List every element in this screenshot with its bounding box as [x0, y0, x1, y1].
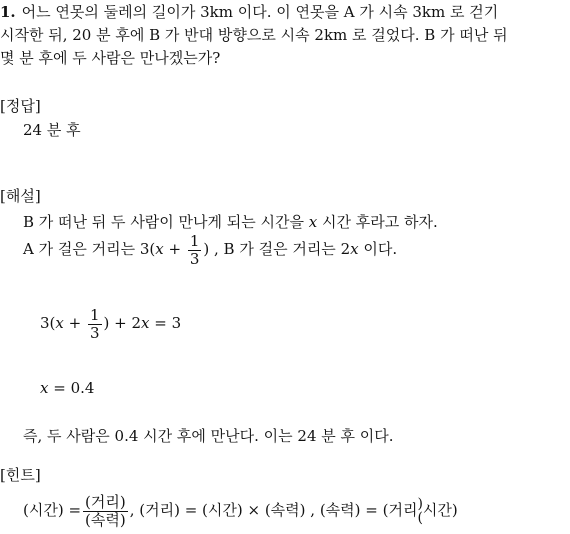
explanation-line-1 [23, 212, 438, 232]
explanation-text: 시간 후라고 하자. [322, 213, 438, 231]
plus-sign: + [163, 240, 186, 258]
fraction-one-third [88, 307, 102, 342]
problem-text-2: 시작한 뒤, 20 분 후에 B 가 반대 방향으로 시속 2km 로 걸었다. B 가 떠난 뒤 [0, 26, 508, 44]
hint-header: [힌트] [0, 466, 41, 484]
eq-text: ) + 2 [103, 314, 142, 332]
eq-text: = 0.4 [48, 379, 95, 397]
explanation-line-2 [23, 232, 397, 268]
fraction-numerator: 1 [189, 231, 200, 250]
plus-sign: + [63, 314, 86, 332]
problem-text-3: 몇 분 후에 두 사람은 만나겠는가? [0, 49, 221, 67]
hint-text: , (거리) = (시간) × (속력) , (속력) = (거리 [129, 501, 418, 519]
fraction-denominator: 3 [189, 249, 200, 268]
equation-1 [40, 306, 181, 342]
hint-line [23, 490, 458, 530]
hint-text: (시간) = [23, 501, 82, 519]
fraction-denominator: (속력) [85, 510, 126, 529]
hint-text: 시간) [422, 501, 458, 519]
variable-x: x [350, 240, 359, 258]
explanation-text: B 가 떠난 뒤 두 사람이 만나게 되는 시간을 [23, 213, 305, 231]
answer-text: 24 분 후 [23, 121, 81, 139]
variable-x: x [55, 314, 64, 332]
fraction-one-third [188, 233, 202, 268]
eq-text: = 3 [149, 314, 182, 332]
fraction-denominator: 3 [89, 323, 100, 342]
fraction-numerator: (거리) [85, 492, 126, 511]
answer-header: [정답] [0, 97, 41, 115]
equation-2 [40, 378, 94, 398]
problem-number: 1. [0, 3, 16, 21]
fraction-distance-over-speed [83, 494, 128, 529]
explanation-text: ) , B 가 걸은 거리는 2 [203, 240, 351, 258]
variable-x: x [155, 240, 164, 258]
explanation-text: A 가 걸은 거리는 3( [23, 240, 156, 258]
broken-fraction-top: ) [417, 496, 423, 512]
explanation-text: 이다. [363, 240, 398, 258]
variable-x: x [308, 213, 318, 231]
explanation-conclusion: 즉, 두 사람은 0.4 시간 후에 만난다. 이는 24 분 후 이다. [23, 427, 394, 445]
broken-fraction-bottom: ( [417, 510, 423, 526]
fraction-numerator: 1 [89, 305, 100, 324]
problem-line-1 [0, 2, 498, 22]
variable-x: x [141, 314, 150, 332]
explanation-header: [해설] [0, 187, 41, 205]
eq-text: 3( [40, 314, 56, 332]
problem-text-1: 어느 연못의 둘레의 길이가 3km 이다. 이 연못을 A 가 시속 3km 로 걷기 [21, 3, 499, 21]
variable-x: x [40, 379, 49, 397]
